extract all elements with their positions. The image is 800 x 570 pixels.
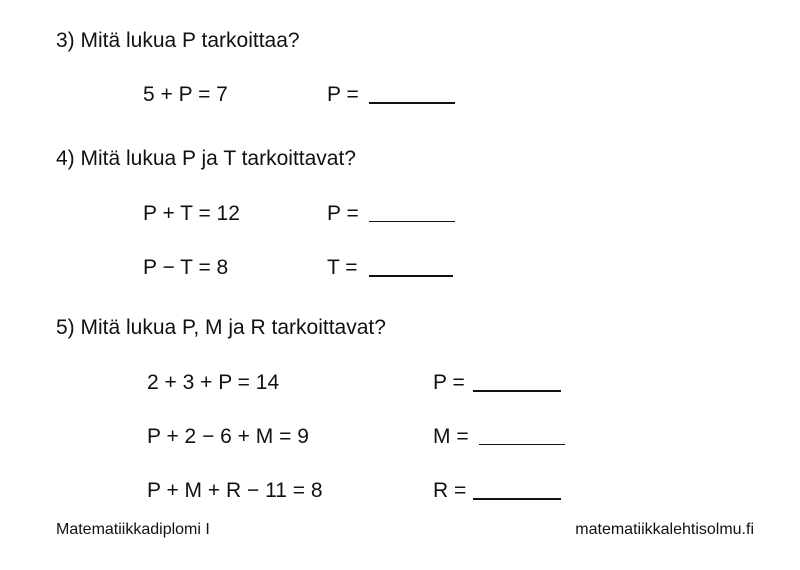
question-5-equation-3: P + M + R − 11 = 8 [147, 479, 323, 502]
question-4-equation-2: P − T = 8 [143, 256, 229, 279]
footer-right-text: matematiikkalehtisolmu.fi [575, 521, 754, 538]
question-5-equation-1: 2 + 3 + P = 14 [147, 371, 280, 394]
question-4-answer-label-2: T = [327, 256, 358, 279]
question-5-equation-2: P + 2 − 6 + M = 9 [147, 425, 309, 448]
question-4-title: 4) Mitä lukua P ja T tarkoittavat? [56, 147, 356, 170]
question-3-equation-1: 5 + P = 7 [143, 83, 228, 106]
question-5-answer-blank-3[interactable] [473, 498, 561, 500]
question-3-answer-blank-1[interactable] [369, 102, 455, 104]
question-5-answer-label-1: P = [433, 371, 465, 394]
footer-left-text: Matematiikkadiplomi I [56, 521, 210, 538]
question-3-answer-label-1: P = [327, 83, 359, 106]
question-5-title: 5) Mitä lukua P, M ja R tarkoittavat? [56, 316, 386, 339]
question-3-title: 3) Mitä lukua P tarkoittaa? [56, 29, 300, 52]
question-5-answer-blank-1[interactable] [473, 390, 561, 392]
question-5-answer-label-3: R = [433, 479, 467, 502]
question-5-answer-blank-2[interactable] [479, 444, 565, 445]
question-5-answer-label-2: M = [433, 425, 469, 448]
question-4-answer-blank-2[interactable] [369, 275, 453, 277]
question-4-answer-label-1: P = [327, 202, 359, 225]
question-4-answer-blank-1[interactable] [369, 221, 455, 222]
question-4-equation-1: P + T = 12 [143, 202, 240, 225]
